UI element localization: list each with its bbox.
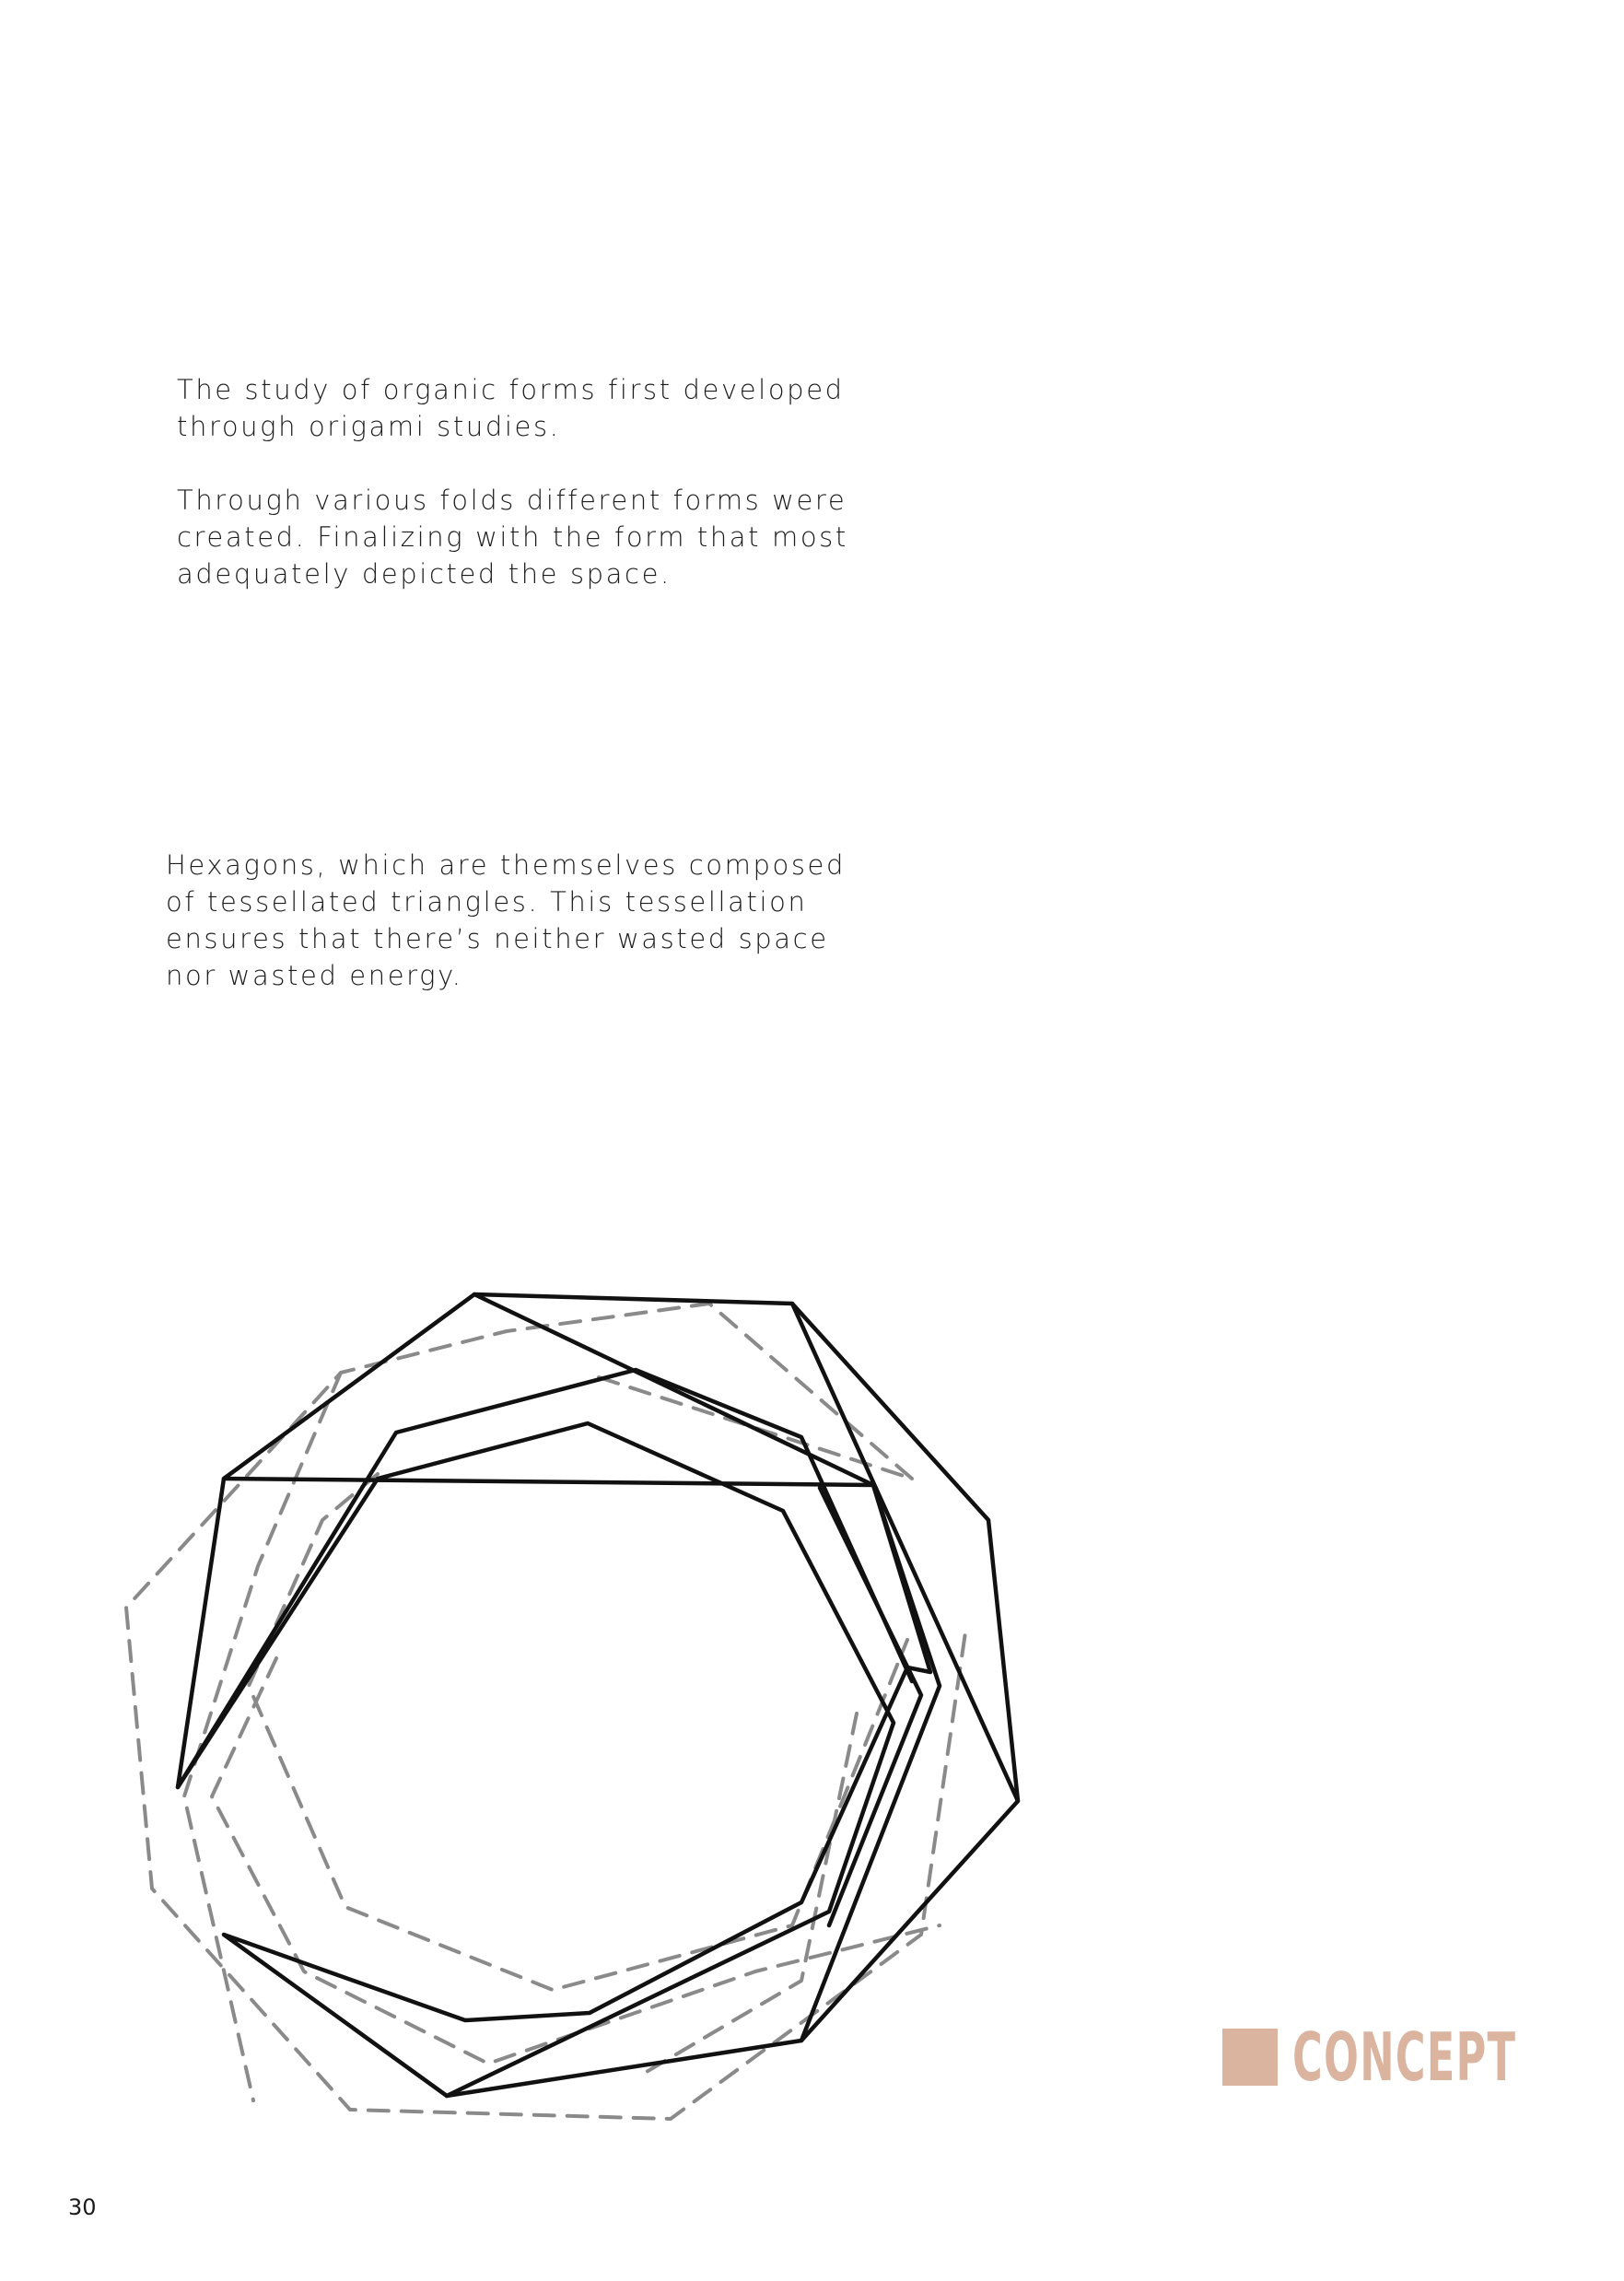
text-line: Hexagons, which are themselves composed [166, 849, 846, 881]
text-line: adequately depicted the space. [177, 558, 672, 590]
intro-paragraph-1 [177, 371, 845, 445]
section-label [1222, 2018, 1624, 2096]
accent-square [1222, 2029, 1278, 2086]
hexagon-paragraph [166, 847, 846, 994]
solid-fold-right-edge [792, 1304, 1018, 1801]
text-line: created. Finalizing with the form that most [177, 521, 848, 553]
dashed-fold-inner [249, 1474, 907, 1990]
dashed-fold-crease [645, 1714, 857, 2073]
text-line: through origami studies. [177, 411, 561, 442]
text-line: of tessellated triangles. This tessellation [166, 886, 808, 918]
text-line: nor wasted energy. [166, 960, 463, 991]
solid-outer-shape [224, 1294, 1018, 2096]
text-line: The study of organic forms first developed [177, 374, 845, 405]
solid-fold-diagonal [474, 1294, 940, 2041]
intro-paragraph-2 [177, 482, 848, 592]
text-line: Through various folds different forms were [177, 485, 847, 516]
origami-fold-drawing [0, 1234, 1105, 2137]
text-line: ensures that there’s neither wasted space [166, 923, 829, 954]
section-title: CONCEPT [1292, 2018, 1517, 2096]
page-number: 30 [68, 2194, 97, 2220]
solid-fold-inner-left [178, 1423, 894, 2096]
